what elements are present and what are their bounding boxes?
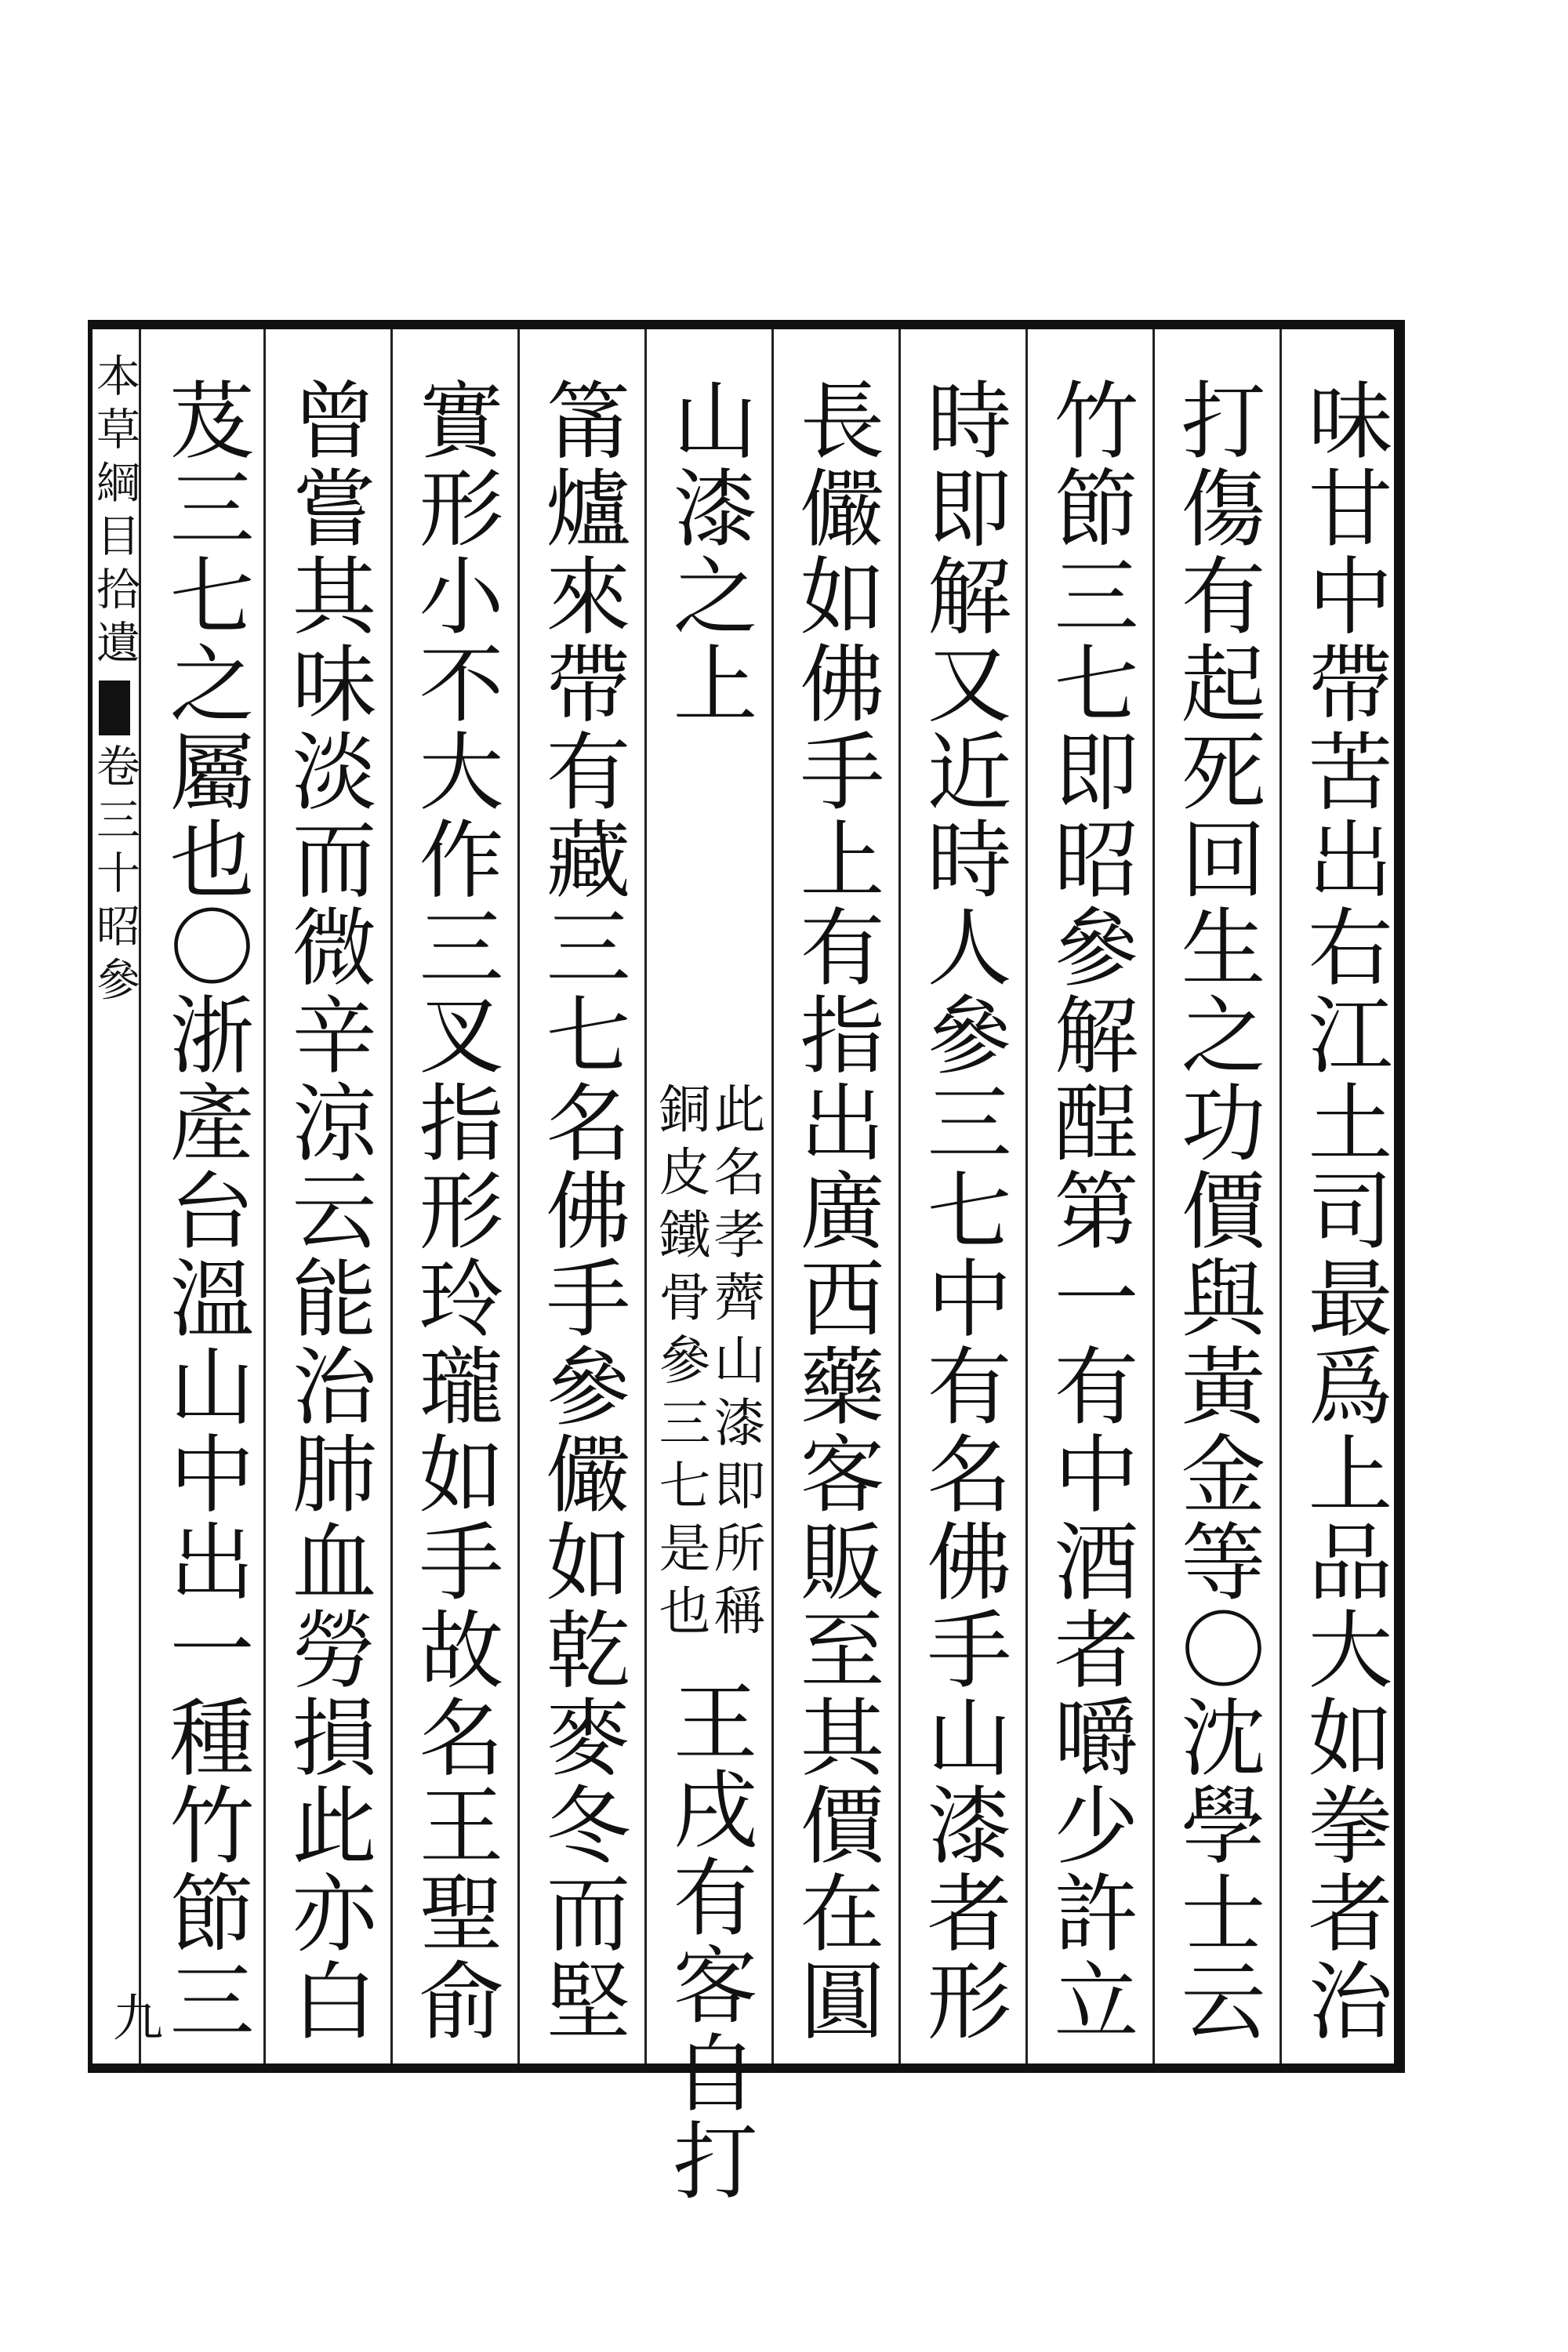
annotation-right: 此名孝薺山漆即所稱 (705, 1082, 765, 1646)
annotation-block (650, 1082, 765, 1646)
text-column-2: 打傷有起死回生之功價與黃金等〇沈學士云 (1167, 376, 1265, 2045)
column-rule (771, 329, 774, 2063)
text-column-10: 芨三七之屬也〇浙產台溫山中出一種竹節三 (155, 376, 253, 2045)
column-rule (644, 329, 647, 2063)
text-column-1: 味甘中帶苦出右江土司最爲上品大如拳者治 (1294, 376, 1392, 2045)
volume-label: 卷三十 (89, 743, 140, 903)
column-rule (263, 329, 266, 2063)
center-strip (89, 329, 141, 2063)
column-rule (517, 329, 520, 2063)
text-column-3: 竹節三七即昭參解酲第一有中酒者嚼少許立 (1040, 376, 1138, 2045)
text-column-6: 山漆之上 (659, 376, 757, 728)
column-rule (1279, 329, 1282, 2063)
section-label: 昭參 (89, 903, 140, 1010)
text-column-5: 長儼如佛手上有指出廣西藥客販至其價在圓 (786, 376, 884, 2045)
column-rule (1152, 329, 1155, 2063)
fish-tail-mark (99, 681, 130, 735)
column-rule (1025, 329, 1028, 2063)
column-rule (390, 329, 393, 2063)
text-column-6-continued: 王戌有客自打 (659, 1678, 757, 2205)
page-frame (88, 320, 1405, 2205)
book-title: 本草綱目拾遺 (89, 353, 140, 673)
page-number: 九 (104, 1991, 162, 2042)
text-column-4: 時即解又近時人參三七中有名佛手山漆者形 (913, 376, 1011, 2045)
column-rule (898, 329, 901, 2063)
text-column-7: 筩爐來帶有藏三七名佛手參儼如乾麥冬而堅 (532, 376, 630, 2045)
annotation-left: 銅皮鐵骨參三七是也 (650, 1082, 710, 1646)
text-column-8: 實形小不大作三叉指形玲瓏如手故名王聖俞 (405, 376, 503, 2045)
text-column-9: 曾嘗其味淡而微辛涼云能治肺血勞損此亦白 (278, 376, 376, 2045)
